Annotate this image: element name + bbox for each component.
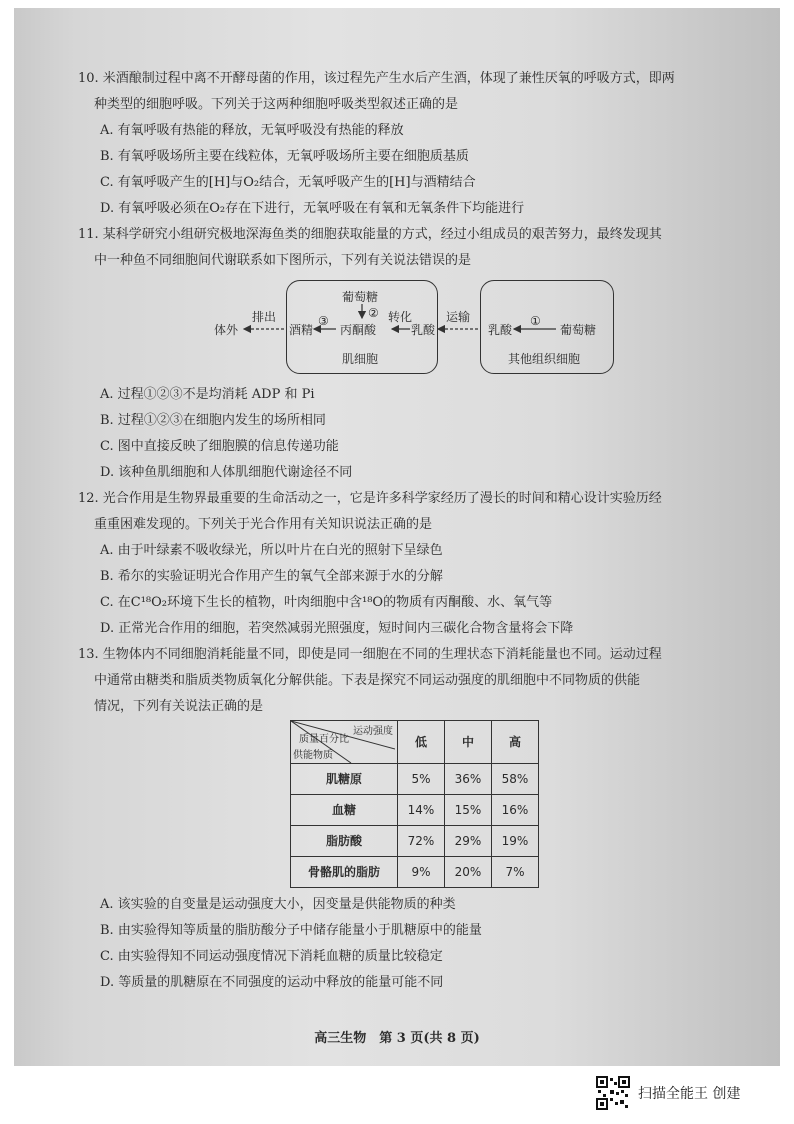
cell-value: 20% <box>445 857 492 888</box>
question-12-option-c: C. 在C¹⁸O₂环境下生长的植物，叶肉细胞中含¹⁸O的物质有丙酮酸、水、氧气等 <box>100 595 553 610</box>
question-13-option-c: C. 由实验得知不同运动强度情况下消耗血糖的质量比较稳定 <box>100 949 443 964</box>
energy-supply-table <box>290 720 539 888</box>
question-12 <box>78 490 738 638</box>
question-13-stem-line1: 13. 生物体内不同细胞消耗能量不同，即使是同一细胞在不同的生理状态下消耗能量也不同。运动过程 <box>78 647 662 662</box>
question-12-option-d: D. 正常光合作用的细胞，若突然减弱光照强度，短时间内三碳化合物含量将会下降 <box>100 621 574 636</box>
question-10-option-a: A. 有氧呼吸有热能的释放，无氧呼吸没有热能的释放 <box>100 123 404 138</box>
table-corner-cell <box>291 721 398 764</box>
question-10-option-c: C. 有氧呼吸产生的[H]与O₂结合，无氧呼吸产生的[H]与酒精结合 <box>100 175 476 190</box>
question-11-stem-line2: 中一种鱼不同细胞间代谢联系如下图所示，下列有关说法错误的是 <box>94 253 472 268</box>
cell-value: 9% <box>398 857 445 888</box>
row-name: 骨骼肌的脂肪 <box>291 857 398 888</box>
question-13-stem-line2: 中通常由糖类和脂质类物质氧化分解供能。下表是探究不同运动强度的肌细胞中不同物质的供能 <box>94 673 641 688</box>
glucose-top-label: 葡萄糖 <box>342 290 379 304</box>
excrete-label: 排出 <box>252 310 277 324</box>
exam-content <box>78 70 738 1000</box>
col-low: 低 <box>398 721 445 764</box>
cell-value: 29% <box>445 826 492 857</box>
cell-value: 36% <box>445 764 492 795</box>
corner-intensity-label: 运动强度 <box>353 726 393 737</box>
question-11 <box>78 226 738 482</box>
muscle-cell-label: 肌细胞 <box>342 352 379 366</box>
cell-metabolism-diagram <box>78 274 738 378</box>
cell-value: 19% <box>492 826 539 857</box>
row-name: 脂肪酸 <box>291 826 398 857</box>
corner-substance-label: 供能物质 <box>293 750 333 761</box>
col-high: 高 <box>492 721 539 764</box>
table-row <box>291 795 539 826</box>
qr-code-icon <box>596 1076 630 1110</box>
question-11-option-c: C. 图中直接反映了细胞膜的信息传递功能 <box>100 439 339 454</box>
step-2-marker: ② <box>368 306 379 320</box>
question-13-option-b: B. 由实验得知等质量的脂肪酸分子中储存能量小于肌糖原中的能量 <box>100 923 482 938</box>
cell-value: 5% <box>398 764 445 795</box>
cell-value: 58% <box>492 764 539 795</box>
scanner-watermark <box>596 1076 740 1110</box>
table-row <box>291 857 539 888</box>
col-medium: 中 <box>445 721 492 764</box>
row-name: 肌糖原 <box>291 764 398 795</box>
question-10 <box>78 70 738 218</box>
table-header-row <box>291 721 539 764</box>
cell-value: 7% <box>492 857 539 888</box>
question-13-stem-line3: 情况，下列有关说法正确的是 <box>94 699 264 714</box>
outside-label: 体外 <box>214 323 239 337</box>
other-lactate-label: 乳酸 <box>488 323 513 337</box>
table-row <box>291 826 539 857</box>
corner-mass-percent-label: 质量百分比 <box>299 734 349 745</box>
other-tissue-cell-label: 其他组织细胞 <box>508 352 581 366</box>
cell-value: 72% <box>398 826 445 857</box>
page-footer: 高三生物 第 3 页(共 8 页) <box>314 1031 480 1046</box>
question-13-option-a: A. 该实验的自变量是运动强度大小，因变量是供能物质的种类 <box>100 897 456 912</box>
muscle-lactate-label: 乳酸 <box>411 323 436 337</box>
question-13-option-d: D. 等质量的肌糖原在不同强度的运动中释放的能量可能不同 <box>100 975 444 990</box>
transport-label: 运输 <box>446 310 471 324</box>
table-row <box>291 764 539 795</box>
diagram-arrows <box>78 274 738 378</box>
question-10-stem-line1: 10. 米酒酿制过程中离不开酵母菌的作用，该过程先产生水后产生酒，体现了兼性厌氧的呼吸方式，即两 <box>78 71 675 86</box>
question-11-stem-line1: 11. 某科学研究小组研究极地深海鱼类的细胞获取能量的方式，经过小组成员的艰苦努力，最终发现其 <box>78 227 662 242</box>
cell-value: 15% <box>445 795 492 826</box>
alcohol-label: 酒精 <box>289 323 314 337</box>
question-12-stem-line1: 12. 光合作用是生物界最重要的生命活动之一，它是许多科学家经历了漫长的时间和精心设计实验历经 <box>78 491 662 506</box>
question-12-stem-line2: 重重困难发现的。下列关于光合作用有关知识说法正确的是 <box>94 517 433 532</box>
cell-value: 14% <box>398 795 445 826</box>
question-12-option-a: A. 由于叶绿素不吸收绿光，所以叶片在白光的照射下呈绿色 <box>100 543 443 558</box>
question-10-option-d: D. 有氧呼吸必须在O₂存在下进行，无氧呼吸在有氧和无氧条件下均能进行 <box>100 201 525 216</box>
pyruvate-label: 丙酮酸 <box>340 323 377 337</box>
question-11-option-d: D. 该种鱼肌细胞和人体肌细胞代谢途径不同 <box>100 465 353 480</box>
question-11-option-a: A. 过程①②③不是均消耗 ADP 和 Pi <box>100 387 315 402</box>
row-name: 血糖 <box>291 795 398 826</box>
step-3-marker: ③ <box>318 314 329 328</box>
question-13 <box>78 646 738 992</box>
question-10-stem-line2: 种类型的细胞呼吸。下列关于这两种细胞呼吸类型叙述正确的是 <box>94 97 459 112</box>
step-1-marker: ① <box>530 314 541 328</box>
scanner-label: 扫描全能王 创建 <box>638 1086 741 1102</box>
question-11-option-b: B. 过程①②③在细胞内发生的场所相同 <box>100 413 326 428</box>
convert-label: 转化 <box>388 310 413 324</box>
other-glucose-label: 葡萄糖 <box>560 323 597 337</box>
question-12-option-b: B. 希尔的实验证明光合作用产生的氧气全部来源于水的分解 <box>100 569 443 584</box>
cell-value: 16% <box>492 795 539 826</box>
question-10-option-b: B. 有氧呼吸场所主要在线粒体，无氧呼吸场所主要在细胞质基质 <box>100 149 469 164</box>
